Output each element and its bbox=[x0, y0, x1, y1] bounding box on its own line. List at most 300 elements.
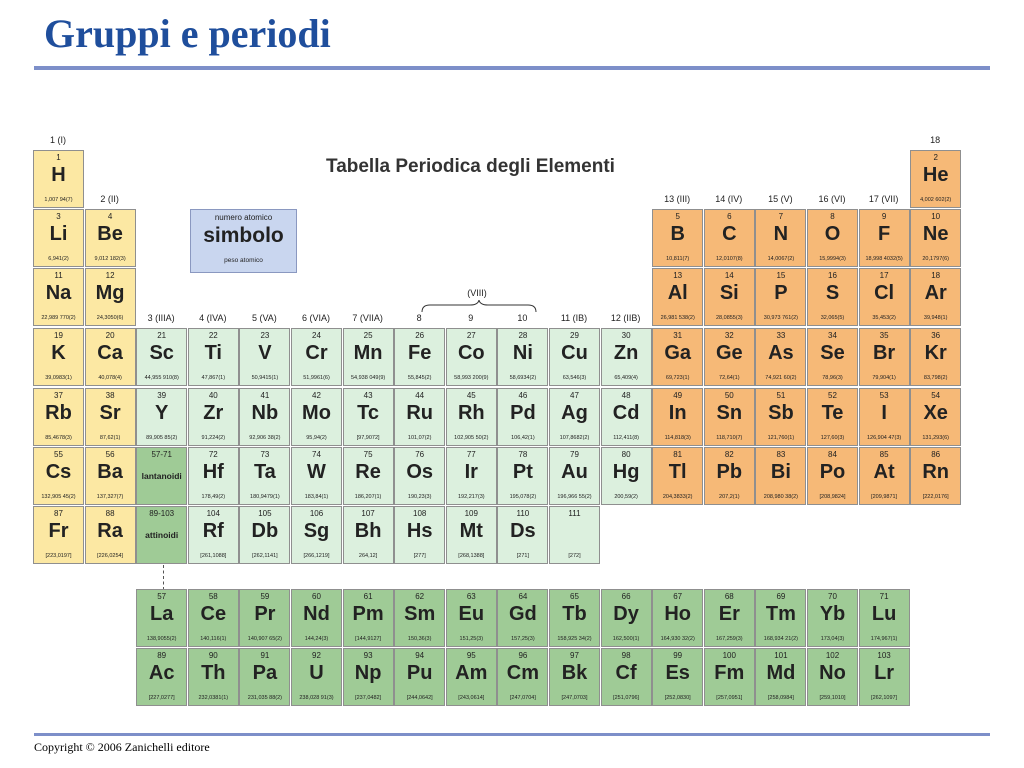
element-cell bbox=[394, 388, 445, 446]
element-symbol: Ce bbox=[200, 603, 227, 625]
atomic-mass: 58,6934(2) bbox=[509, 375, 537, 381]
element-cell bbox=[652, 268, 703, 326]
element-cell bbox=[239, 447, 290, 505]
atomic-number: 30 bbox=[621, 331, 631, 340]
element-cell bbox=[549, 447, 600, 505]
element-cell bbox=[497, 589, 548, 647]
element-symbol: Sn bbox=[716, 402, 743, 424]
atomic-number: 57-71 bbox=[151, 450, 172, 459]
atomic-mass: 192,217(3) bbox=[457, 494, 485, 500]
element-symbol: Es bbox=[665, 662, 690, 684]
atomic-number: 59 bbox=[260, 592, 270, 601]
element-symbol: K bbox=[51, 342, 66, 364]
element-cell bbox=[807, 447, 858, 505]
element-symbol: Pu bbox=[406, 662, 433, 684]
element-symbol: Tb bbox=[562, 603, 587, 625]
element-symbol: Ho bbox=[664, 603, 692, 625]
atomic-mass: 121,760(1) bbox=[767, 435, 795, 441]
atomic-mass: 85,4678(3) bbox=[45, 435, 72, 441]
series-label: attinoidi bbox=[145, 530, 179, 540]
atomic-mass: 132,905 45(2) bbox=[41, 494, 76, 500]
atomic-number: 76 bbox=[415, 450, 425, 459]
element-cell bbox=[85, 506, 136, 564]
element-cell bbox=[652, 328, 703, 386]
element-cell bbox=[136, 648, 187, 706]
element-cell bbox=[704, 589, 755, 647]
atomic-mass: 174,967(1) bbox=[870, 636, 898, 642]
element-cell bbox=[85, 388, 136, 446]
element-symbol: Ba bbox=[97, 461, 123, 483]
element-cell bbox=[343, 589, 394, 647]
atomic-mass: 137,327(7) bbox=[96, 494, 124, 500]
atomic-mass: [258,0984] bbox=[767, 695, 794, 701]
series-placeholder-cell bbox=[136, 447, 187, 505]
group-viii-label: (VIII) bbox=[467, 288, 487, 298]
element-cell bbox=[755, 648, 806, 706]
element-symbol: Ar bbox=[924, 282, 947, 304]
group-label: 15 (V) bbox=[768, 194, 793, 204]
element-cell bbox=[343, 648, 394, 706]
atomic-mass: 55,845(2) bbox=[407, 375, 432, 381]
element-symbol: Ne bbox=[922, 223, 949, 245]
atomic-number: 23 bbox=[260, 331, 270, 340]
element-symbol: Nd bbox=[303, 603, 330, 625]
element-cell bbox=[652, 648, 703, 706]
element-symbol: Br bbox=[872, 342, 896, 364]
element-symbol: Tm bbox=[765, 603, 796, 625]
element-cell bbox=[910, 447, 961, 505]
element-symbol: Bh bbox=[354, 520, 382, 542]
atomic-number: 39 bbox=[157, 391, 167, 400]
atomic-number: 82 bbox=[724, 450, 734, 459]
element-symbol: B bbox=[670, 223, 685, 245]
atomic-mass: 126,904 47(3) bbox=[866, 435, 902, 441]
element-cell bbox=[497, 328, 548, 386]
atomic-number: 52 bbox=[828, 391, 837, 400]
atomic-number: 84 bbox=[828, 450, 837, 459]
element-symbol: Sg bbox=[303, 520, 330, 542]
atomic-number: 93 bbox=[363, 651, 373, 660]
element-symbol: No bbox=[819, 662, 846, 684]
element-cell bbox=[704, 268, 755, 326]
element-cell bbox=[291, 447, 342, 505]
slide-title: Gruppi e periodi bbox=[44, 11, 331, 56]
atomic-mass: 112,411(8) bbox=[613, 435, 639, 441]
element-cell bbox=[188, 589, 239, 647]
atomic-number: 38 bbox=[105, 391, 115, 400]
atomic-number: 83 bbox=[776, 450, 786, 459]
element-cell bbox=[652, 589, 703, 647]
element-cell bbox=[85, 447, 136, 505]
atomic-number: 8 bbox=[830, 212, 835, 221]
atomic-number: 90 bbox=[208, 651, 218, 660]
element-cell bbox=[291, 328, 342, 386]
element-symbol: Cr bbox=[305, 342, 328, 364]
element-symbol: Cd bbox=[612, 402, 640, 424]
atomic-number: 36 bbox=[931, 331, 941, 340]
atomic-mass: 164,930 32(2) bbox=[660, 636, 695, 642]
element-cell bbox=[446, 648, 497, 706]
element-symbol: Ra bbox=[97, 520, 123, 542]
atomic-mass: [271] bbox=[516, 553, 529, 559]
atomic-number: 60 bbox=[312, 592, 321, 601]
atomic-mass: 238,028 91(3) bbox=[299, 695, 334, 701]
atomic-number: 58 bbox=[208, 592, 218, 601]
element-symbol: H bbox=[51, 164, 66, 186]
atomic-number: 25 bbox=[363, 331, 373, 340]
element-cell bbox=[807, 388, 858, 446]
element-cell bbox=[343, 388, 394, 446]
atomic-mass: 200,59(2) bbox=[614, 494, 638, 500]
atomic-mass: 51,9961(6) bbox=[303, 375, 330, 381]
element-cell bbox=[807, 589, 858, 647]
atomic-mass: 78,96(3) bbox=[822, 375, 843, 381]
element-symbol: Si bbox=[719, 282, 739, 304]
element-symbol: C bbox=[722, 223, 737, 245]
group-label: 10 bbox=[517, 313, 528, 323]
element-cell bbox=[601, 589, 652, 647]
atomic-number: 106 bbox=[309, 509, 324, 518]
table-title: Tabella Periodica degli Elementi bbox=[326, 156, 615, 177]
atomic-mass: 72,64(1) bbox=[719, 375, 740, 381]
atomic-mass: 10,811(7) bbox=[666, 256, 690, 262]
atomic-mass: 178,49(2) bbox=[201, 494, 226, 500]
element-symbol: Fr bbox=[48, 520, 69, 542]
element-cell bbox=[755, 209, 806, 267]
atomic-number: 64 bbox=[518, 592, 528, 601]
element-symbol: Cu bbox=[561, 342, 588, 364]
element-cell bbox=[85, 209, 136, 267]
element-cell bbox=[497, 506, 548, 564]
atomic-mass: [237,0482] bbox=[355, 695, 382, 701]
atomic-number: 13 bbox=[673, 271, 683, 280]
atomic-mass: [261,1088] bbox=[200, 553, 227, 559]
atomic-number: 87 bbox=[54, 509, 63, 518]
element-cell bbox=[601, 328, 652, 386]
atomic-mass: 18,998 4032(5) bbox=[865, 256, 903, 262]
element-symbol: Fm bbox=[714, 662, 745, 684]
element-symbol: Pa bbox=[252, 662, 278, 684]
atomic-mass: 89,905 85(2) bbox=[146, 435, 178, 441]
atomic-mass: 83,798(2) bbox=[923, 375, 948, 381]
atomic-number: 48 bbox=[621, 391, 631, 400]
atomic-number: 107 bbox=[361, 509, 375, 518]
element-cell bbox=[859, 388, 910, 446]
atomic-mass: 106,42(1) bbox=[511, 435, 535, 441]
atomic-number: 14 bbox=[724, 271, 734, 280]
group-label: 4 (IVA) bbox=[199, 313, 227, 323]
element-cell bbox=[497, 648, 548, 706]
atomic-mass: [144,9127] bbox=[355, 636, 382, 642]
atomic-number: 55 bbox=[54, 450, 63, 459]
atomic-number: 69 bbox=[776, 592, 786, 601]
atomic-number: 88 bbox=[105, 509, 115, 518]
element-symbol: Pt bbox=[512, 461, 533, 483]
element-symbol: Cs bbox=[45, 461, 72, 483]
atomic-mass: [223,0197] bbox=[45, 553, 72, 559]
element-symbol: Zn bbox=[613, 342, 639, 364]
element-cell bbox=[549, 506, 600, 564]
atomic-mass: 39,948(1) bbox=[923, 315, 948, 321]
element-cell bbox=[33, 447, 84, 505]
element-cell bbox=[394, 506, 445, 564]
atomic-number: 35 bbox=[879, 331, 889, 340]
element-symbol: W bbox=[307, 461, 326, 483]
element-cell bbox=[136, 388, 187, 446]
element-symbol: Cf bbox=[615, 662, 637, 684]
element-symbol: Ac bbox=[148, 662, 175, 684]
element-symbol: Sb bbox=[768, 402, 794, 424]
atomic-mass: 196,966 55(2) bbox=[557, 494, 592, 500]
group-label: 17 (VII) bbox=[868, 194, 899, 204]
atomic-number: 74 bbox=[312, 450, 321, 459]
element-cell bbox=[33, 328, 84, 386]
atomic-mass: [266,1219] bbox=[303, 553, 330, 559]
element-symbol: Mn bbox=[353, 342, 383, 364]
atomic-number: 46 bbox=[518, 391, 528, 400]
element-symbol: Y bbox=[155, 402, 169, 424]
element-cell bbox=[239, 506, 290, 564]
element-cell bbox=[343, 328, 394, 386]
element-cell bbox=[239, 328, 290, 386]
element-symbol: Pm bbox=[352, 603, 384, 625]
element-cell bbox=[291, 388, 342, 446]
atomic-mass: 65,409(4) bbox=[614, 375, 638, 381]
element-cell bbox=[910, 328, 961, 386]
element-cell bbox=[136, 328, 187, 386]
atomic-number: 72 bbox=[208, 450, 218, 459]
element-symbol: Na bbox=[45, 282, 72, 304]
atomic-mass: 162,500(1) bbox=[612, 636, 640, 642]
element-symbol: Sr bbox=[99, 402, 121, 424]
atomic-mass: 15,9994(3) bbox=[819, 256, 846, 262]
group-label: 8 bbox=[416, 313, 422, 323]
group-label: 11 (IB) bbox=[560, 313, 588, 323]
element-symbol: Rf bbox=[202, 520, 224, 542]
element-cell bbox=[601, 447, 652, 505]
atomic-number: 94 bbox=[415, 651, 425, 660]
atomic-number: 89 bbox=[157, 651, 167, 660]
group-label: 12 (IIB) bbox=[610, 313, 641, 323]
element-cell bbox=[910, 388, 961, 446]
element-cell bbox=[85, 268, 136, 326]
atomic-number: 108 bbox=[413, 509, 427, 518]
element-cell bbox=[394, 328, 445, 386]
atomic-number: 4 bbox=[107, 212, 113, 221]
element-cell bbox=[704, 328, 755, 386]
element-symbol: Mg bbox=[95, 282, 125, 304]
atomic-mass: 26,981 538(2) bbox=[660, 315, 695, 321]
element-cell bbox=[755, 388, 806, 446]
atomic-mass: 232,0381(1) bbox=[198, 695, 229, 701]
element-symbol: Ca bbox=[97, 342, 123, 364]
element-symbol: Co bbox=[457, 342, 485, 364]
element-symbol: Ge bbox=[715, 342, 743, 364]
element-symbol: Hs bbox=[406, 520, 433, 542]
atomic-mass: 20,1797(6) bbox=[922, 256, 949, 262]
atomic-number: 17 bbox=[879, 271, 889, 280]
element-cell bbox=[859, 589, 910, 647]
atomic-number: 43 bbox=[363, 391, 373, 400]
element-cell bbox=[33, 268, 84, 326]
atomic-number: 32 bbox=[724, 331, 734, 340]
element-symbol: Rh bbox=[457, 402, 485, 424]
element-cell bbox=[755, 328, 806, 386]
atomic-mass: [97,9072] bbox=[356, 435, 380, 441]
element-cell bbox=[33, 388, 84, 446]
atomic-number: 63 bbox=[466, 592, 476, 601]
element-symbol: U bbox=[309, 662, 324, 684]
atomic-number: 104 bbox=[206, 509, 220, 518]
element-symbol: Zr bbox=[203, 402, 224, 424]
element-symbol: Bk bbox=[561, 662, 588, 684]
atomic-mass: [272] bbox=[568, 553, 581, 559]
atomic-number: 73 bbox=[260, 450, 270, 459]
element-symbol: Sm bbox=[404, 603, 436, 625]
atomic-number: 77 bbox=[466, 450, 476, 459]
atomic-mass: 140,116(1) bbox=[200, 636, 227, 642]
atomic-number: 1 bbox=[56, 153, 61, 162]
element-symbol: Xe bbox=[923, 402, 948, 424]
element-symbol: Tc bbox=[357, 402, 380, 424]
atomic-number: 37 bbox=[54, 391, 63, 400]
atomic-number: 78 bbox=[518, 450, 528, 459]
element-symbol: Nb bbox=[251, 402, 279, 424]
atomic-mass: 24,3050(6) bbox=[96, 315, 124, 321]
atomic-mass: 207,2(1) bbox=[719, 494, 740, 500]
atomic-number: 15 bbox=[776, 271, 786, 280]
atomic-mass: 151,25(3) bbox=[459, 636, 484, 642]
element-symbol: Ta bbox=[253, 461, 276, 483]
atomic-number: 29 bbox=[570, 331, 579, 340]
atomic-number: 7 bbox=[778, 212, 784, 221]
atomic-number: 102 bbox=[825, 651, 840, 660]
element-cell bbox=[343, 447, 394, 505]
group-label: 5 (VA) bbox=[251, 313, 277, 323]
element-symbol: Fe bbox=[408, 342, 432, 364]
element-symbol: At bbox=[873, 461, 895, 483]
element-symbol: Hg bbox=[612, 461, 640, 483]
atomic-mass: 6,941(2) bbox=[48, 256, 69, 262]
atomic-mass: 79,904(1) bbox=[872, 375, 896, 381]
atomic-mass: 58,993 200(9) bbox=[454, 375, 489, 381]
atomic-mass: [262,1141] bbox=[252, 553, 278, 559]
element-cell bbox=[446, 388, 497, 446]
atomic-mass: [251,0796] bbox=[613, 695, 640, 701]
element-cell bbox=[446, 589, 497, 647]
atomic-mass: 12,0107(8) bbox=[715, 256, 743, 262]
atomic-mass: 127,60(3) bbox=[820, 435, 845, 441]
atomic-number: 65 bbox=[570, 592, 579, 601]
atomic-number: 33 bbox=[776, 331, 786, 340]
atomic-mass: 107,8682(2) bbox=[559, 435, 590, 441]
atomic-mass: [222,0176] bbox=[922, 494, 949, 500]
atomic-mass: 186,207(1) bbox=[354, 494, 382, 500]
group-label: 18 bbox=[930, 135, 941, 145]
element-symbol: Sc bbox=[149, 342, 174, 364]
element-cell bbox=[291, 589, 342, 647]
group-label: 9 bbox=[468, 313, 474, 323]
atomic-mass: [227,0277] bbox=[148, 695, 175, 701]
element-cell bbox=[549, 648, 600, 706]
element-cell bbox=[497, 447, 548, 505]
element-symbol: Bi bbox=[770, 461, 791, 483]
element-symbol: F bbox=[877, 223, 891, 245]
atomic-number: 66 bbox=[621, 592, 631, 601]
atomic-number: 67 bbox=[673, 592, 683, 601]
element-cell bbox=[704, 209, 755, 267]
atomic-number: 101 bbox=[774, 651, 788, 660]
f-block-connector bbox=[163, 565, 164, 590]
element-symbol: Tl bbox=[668, 461, 687, 483]
series-label: lantanoidi bbox=[141, 471, 182, 481]
element-symbol: Se bbox=[820, 342, 845, 364]
element-cell bbox=[188, 648, 239, 706]
element-symbol: Mt bbox=[459, 520, 483, 542]
element-cell bbox=[239, 388, 290, 446]
atomic-number: 6 bbox=[727, 212, 732, 221]
element-cell bbox=[859, 447, 910, 505]
group-label: 7 (VIIA) bbox=[352, 313, 383, 323]
element-cell bbox=[910, 150, 961, 208]
atomic-mass: [209,9871] bbox=[871, 494, 898, 500]
atomic-mass: 50,9415(1) bbox=[251, 375, 279, 381]
atomic-number: 22 bbox=[208, 331, 218, 340]
atomic-mass: 140,907 65(2) bbox=[247, 636, 283, 642]
atomic-mass: 30,973 761(2) bbox=[763, 315, 799, 321]
element-cell bbox=[807, 648, 858, 706]
atomic-mass: [277] bbox=[413, 553, 426, 559]
element-cell bbox=[549, 328, 600, 386]
element-symbol: I bbox=[881, 402, 887, 424]
atomic-mass: 87,62(1) bbox=[99, 435, 121, 441]
atomic-number: 50 bbox=[724, 391, 734, 400]
element-cell bbox=[704, 388, 755, 446]
atomic-mass: 4,002 602(2) bbox=[920, 197, 952, 203]
element-cell bbox=[910, 209, 961, 267]
atomic-mass: 131,293(6) bbox=[922, 435, 949, 441]
element-symbol: As bbox=[768, 342, 794, 364]
element-symbol: Md bbox=[766, 662, 796, 684]
element-symbol: Cm bbox=[506, 662, 539, 684]
atomic-mass: 138,9055(2) bbox=[146, 636, 177, 642]
element-symbol: Rb bbox=[45, 402, 72, 424]
element-symbol: Ag bbox=[561, 402, 588, 424]
atomic-number: 95 bbox=[466, 651, 476, 660]
element-cell bbox=[859, 268, 910, 326]
element-cell bbox=[859, 209, 910, 267]
element-symbol: Db bbox=[251, 520, 279, 542]
atomic-mass: 95,94(2) bbox=[306, 435, 327, 441]
atomic-mass: 91,224(2) bbox=[201, 435, 226, 441]
element-symbol: Kr bbox=[924, 342, 947, 364]
atomic-number: 20 bbox=[105, 331, 115, 340]
atomic-mass: 40,078(4) bbox=[98, 375, 122, 381]
element-symbol: N bbox=[773, 223, 789, 245]
atomic-number: 89-103 bbox=[149, 509, 175, 518]
atomic-number: 9 bbox=[881, 212, 887, 221]
atomic-number: 42 bbox=[312, 391, 321, 400]
element-symbol: Te bbox=[821, 402, 844, 424]
atomic-mass: [243,0614] bbox=[458, 695, 485, 701]
element-cell bbox=[549, 589, 600, 647]
element-symbol: Re bbox=[355, 461, 381, 483]
atomic-number: 45 bbox=[466, 391, 476, 400]
element-cell bbox=[446, 447, 497, 505]
group-label: 2 (II) bbox=[100, 194, 119, 204]
atomic-number: 5 bbox=[675, 212, 680, 221]
legend-atomic-number: numero atomico bbox=[214, 213, 273, 222]
